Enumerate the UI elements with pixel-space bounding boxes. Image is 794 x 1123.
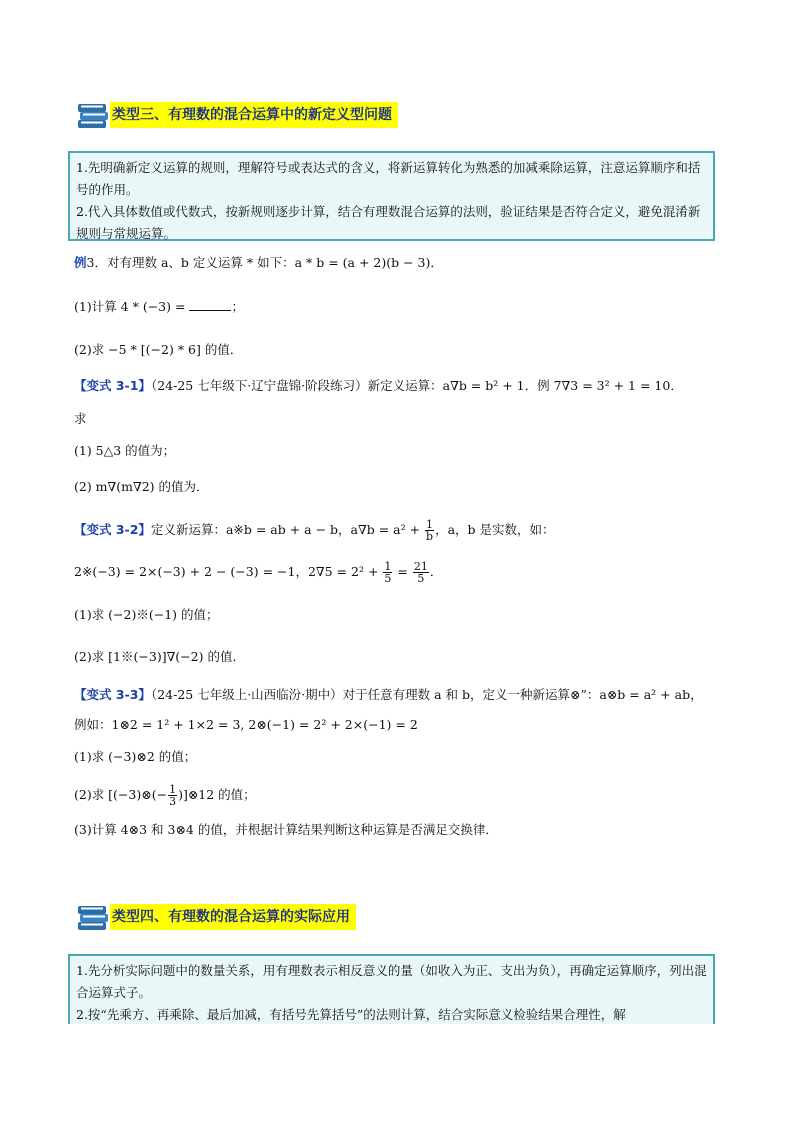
example-text: = xyxy=(393,564,412,579)
question-text: (2)求 [(−3)⊗(− xyxy=(74,787,168,802)
tip-item: 1.先明确新定义运算的规则，理解符号或表达式的含义，将新运算转化为熟悉的加减乘除运算，注意运算顺序和括号的作用。 xyxy=(76,160,701,197)
variant3-1-q1: (1) 5△3 的值为； xyxy=(74,443,176,458)
variant3-3-statement xyxy=(74,685,703,705)
books-icon xyxy=(76,900,110,934)
fraction-numerator: 1 xyxy=(169,783,177,796)
q1-text: (1)计算 4 * (−3) = xyxy=(74,299,190,314)
variant3-2-q1: (1)求 (−2)※(−1) 的值； xyxy=(74,607,219,622)
section4-title: 类型四、有理数的混合运算的实际应用 xyxy=(110,904,356,930)
variant3-3-q1: (1)求 (−3)⊗2 的值； xyxy=(74,749,197,764)
section3-heading xyxy=(76,98,398,132)
variant3-2-q2: (2)求 [1※(−3)]∇(−2) 的值． xyxy=(74,649,245,664)
variant3-1-q2: (2) m∇(m∇2) 的值为． xyxy=(74,479,209,494)
variant3-3-example: 例如：1⊗2 = 1² + 1×2 = 3, 2⊗(−1) = 2² + 2×(−1) = 2 xyxy=(74,717,418,732)
example3-q1 xyxy=(74,297,244,317)
example-label: 例 xyxy=(74,255,87,270)
variant-text: 定义新运算：a※b = ab + a − b，a∇b = a² + xyxy=(150,522,425,537)
tip-item: 2.按“先乘方、再乘除、最后加减，有括号先算括号”的法则计算，结合实际意义检验结果合理性，解 xyxy=(76,1007,626,1022)
fraction-numerator: 21 xyxy=(413,560,428,573)
variant3-1-cont: 求 xyxy=(74,411,87,426)
section4-tips-box xyxy=(68,954,715,1024)
fraction-denominator: 3 xyxy=(169,795,177,808)
variant-label: 【变式 3-2】 xyxy=(74,522,151,537)
fraction-denominator: 5 xyxy=(417,572,425,585)
example-text: 2※(−3) = 2×(−3) + 2 − (−3) = −1，2∇5 = 2² + xyxy=(74,564,383,579)
variant-text: （24-25 七年级下·辽宁盘锦·阶段练习）新定义运算：a∇b = b² + 1．例 7∇3 = 3² + 1 = 10． xyxy=(150,378,683,393)
question-text: )]⊗12 的值； xyxy=(178,787,256,802)
fraction-denominator: 5 xyxy=(384,572,392,585)
variant-text: （24-25 七年级上·山西临汾·期中）对于任意有理数 a 和 b，定义一种新运算⊗”：a⊗b = a² + ab， xyxy=(150,687,703,702)
answer-blank xyxy=(189,298,231,311)
example3-statement xyxy=(74,253,443,273)
books-icon xyxy=(76,98,110,132)
variant3-3-q3: (3)计算 4⊗3 和 3⊗4 的值，并根据计算结果判断这种运算是否满足交换律． xyxy=(74,822,498,837)
fraction-denominator: b xyxy=(426,530,434,543)
variant3-2-statement xyxy=(74,516,555,544)
variant3-2-example xyxy=(74,558,442,586)
example-text: 3．对有理数 a、b 定义运算 * 如下：a * b = (a + 2)(b − 3)． xyxy=(86,255,443,270)
example-text: ． xyxy=(429,564,443,579)
section4-heading xyxy=(76,900,356,934)
fraction xyxy=(383,561,392,584)
section3-tips-box xyxy=(68,151,715,241)
section3-title: 类型三、有理数的混合运算中的新定义型问题 xyxy=(110,102,398,128)
fraction xyxy=(168,784,177,807)
fraction xyxy=(413,561,429,584)
variant3-3-q2 xyxy=(74,780,256,810)
variant3-1-statement xyxy=(74,376,683,396)
fraction-numerator: 1 xyxy=(426,518,434,531)
variant-label: 【变式 3-1】 xyxy=(74,378,151,393)
q1-suffix: ； xyxy=(231,299,244,314)
fraction-numerator: 1 xyxy=(384,560,392,573)
variant-label: 【变式 3-3】 xyxy=(74,687,151,702)
tip-item: 1.先分析实际问题中的数量关系，用有理数表示相反意义的量（如收入为正、支出为负），再确定运算顺序，列出混合运算式子。 xyxy=(76,963,707,1000)
tip-item: 2.代入具体数值或代数式，按新规则逐步计算，结合有理数混合运算的法则，验证结果是否符合定义，避免混淆新规则与常规运算。 xyxy=(76,204,701,241)
variant-text: ，a，b 是实数，如： xyxy=(435,522,555,537)
fraction xyxy=(425,519,434,542)
example3-q2: (2)求 −5 * [(−2) * 6] 的值． xyxy=(74,342,243,357)
